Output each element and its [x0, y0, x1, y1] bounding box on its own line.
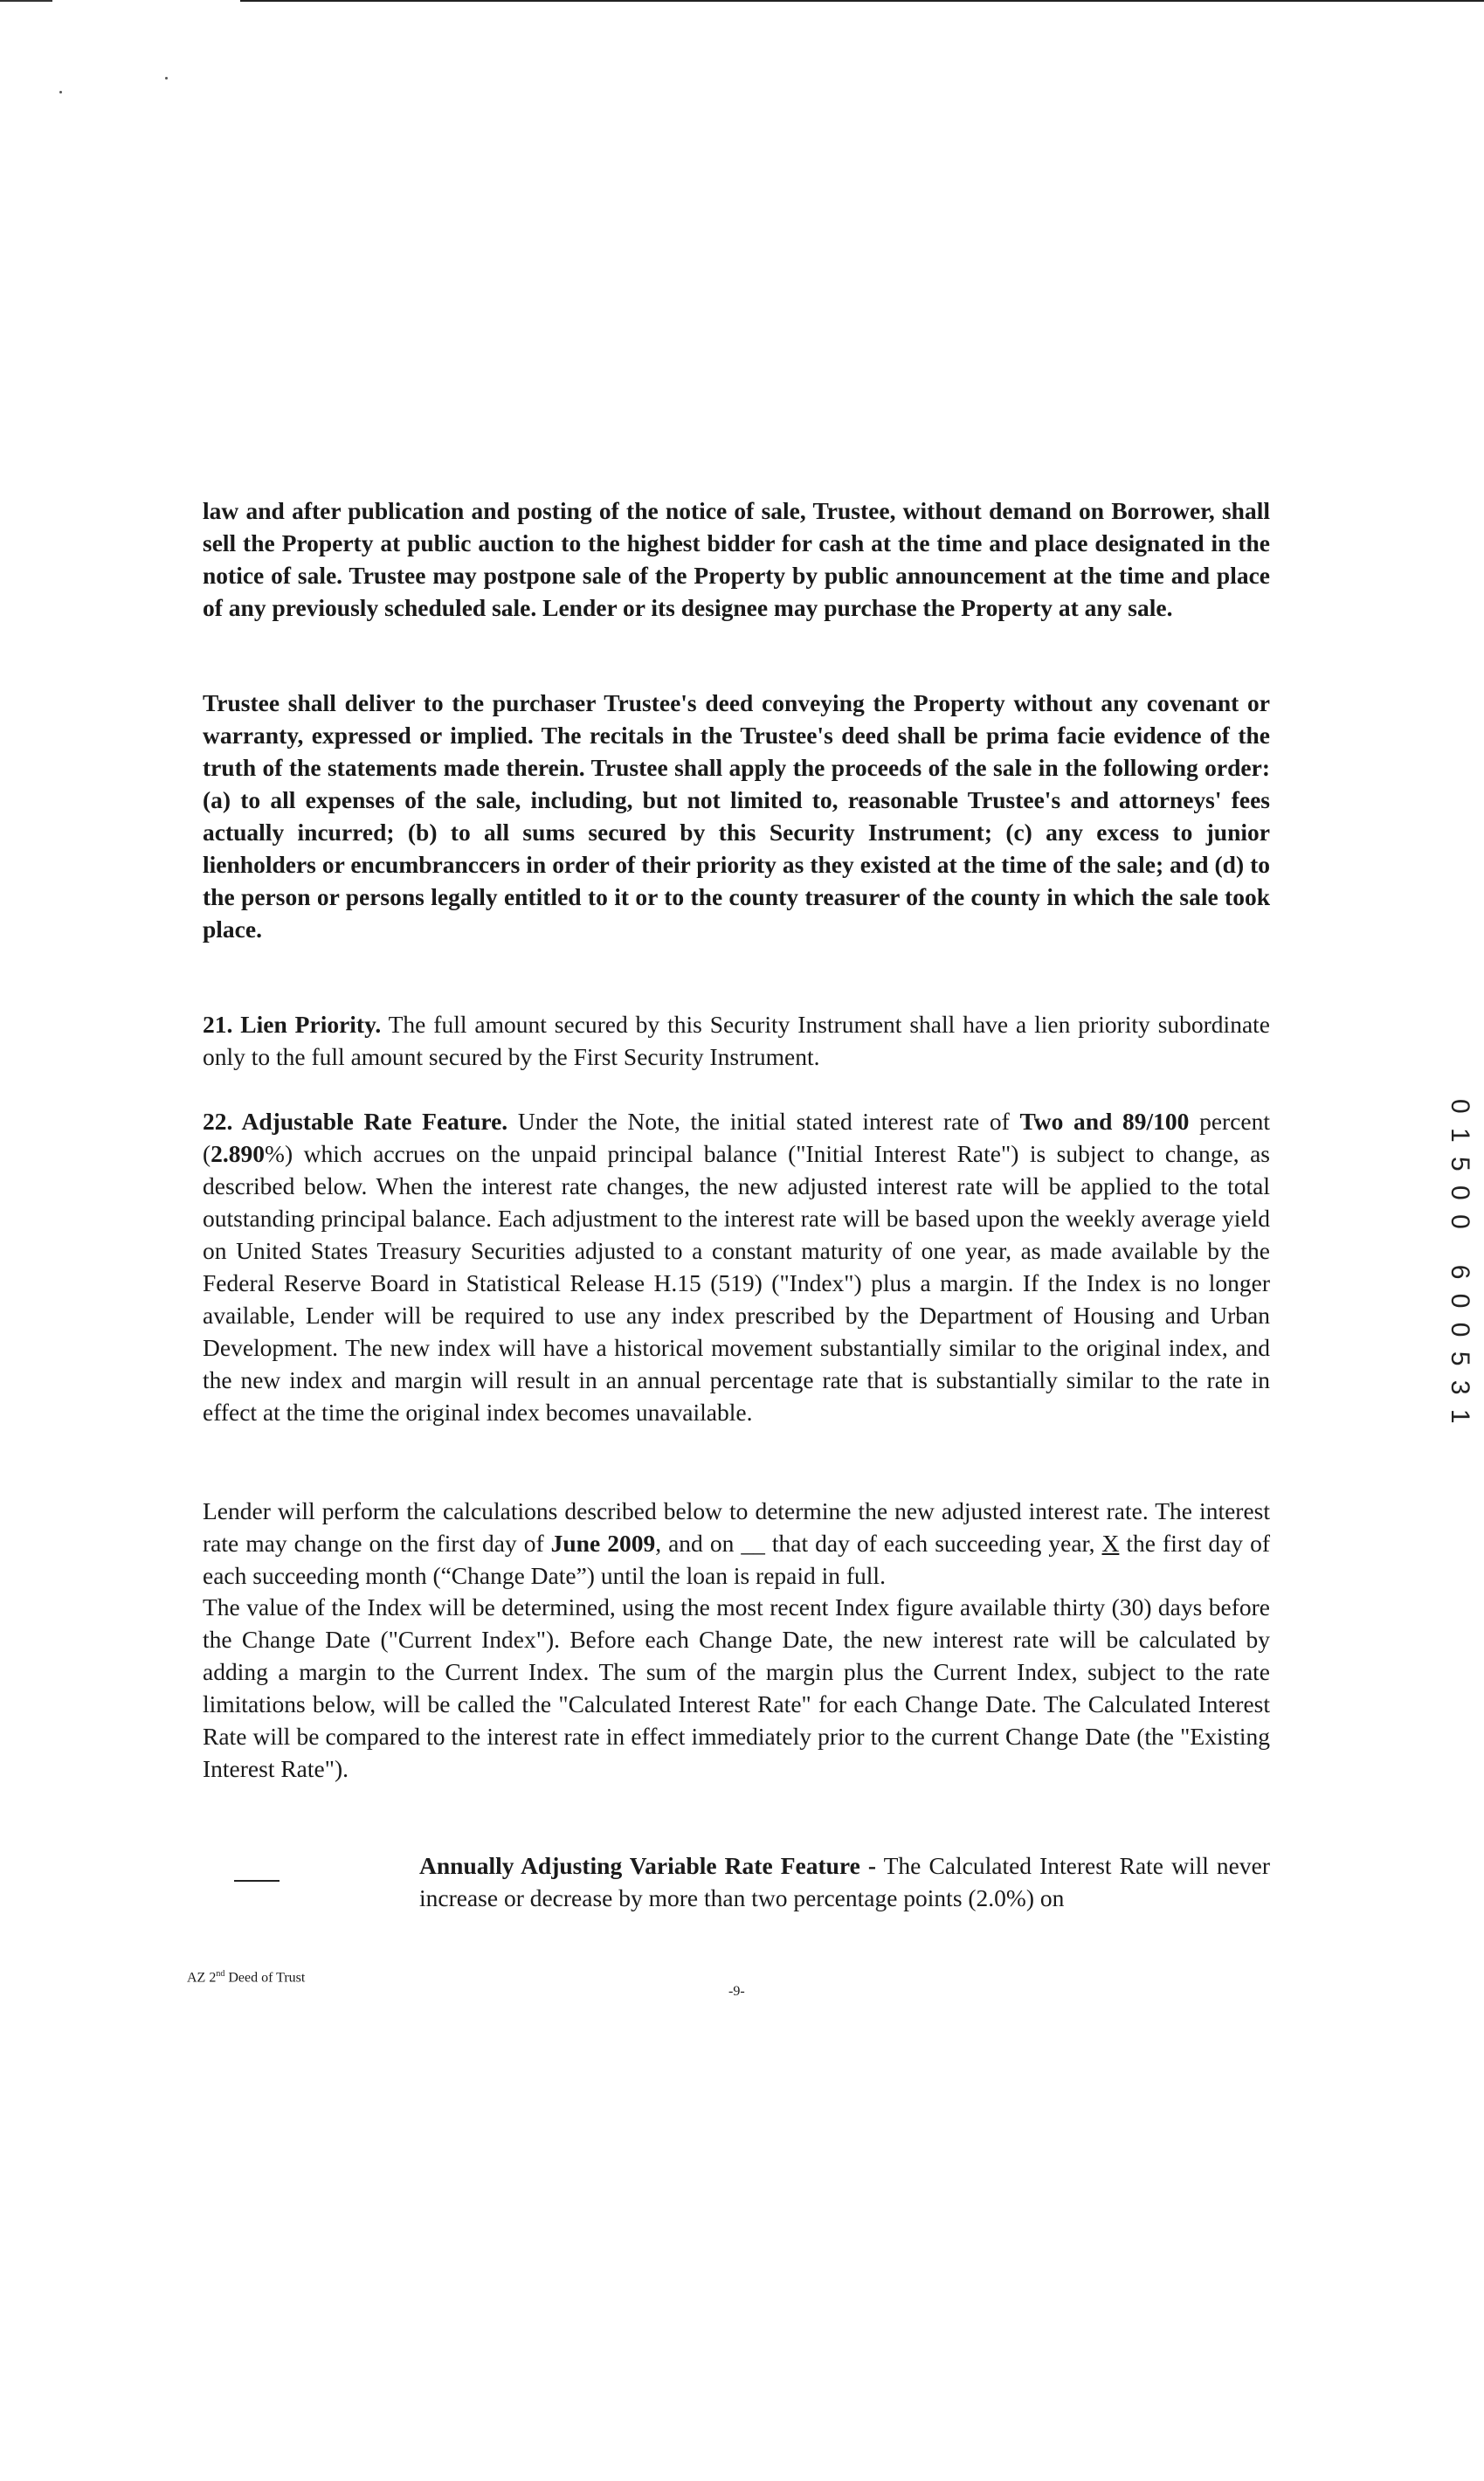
section-21-text: The full amount secured by this Security Instrument shall have a lien priority subordinate only to the full amount secured by the First Security Instrument. — [203, 1011, 1270, 1070]
paragraph-change-date — [203, 1495, 1270, 1592]
section-22-text-c: %) which accrues on the unpaid principal balance ("Initial Interest Rate") is subject to change, as described below. When the interest rate changes, the new adjusted interest rate will be applied to the total outstanding principal balance. Each adjustment to the interest rate will be based upon the weekly average yield on United States Treasury Securities adjusted to a constant maturity of one year, as made available by the Federal Reserve Board in Statistical Release H.15 (519) ("Index") plus a margin. If the Index is no longer available, Lender will be required to use any index prescribed by the Department of Housing and Urban Development. The new index will have a historical movement substantially similar to the original index, and the new index and margin will result in an annual percentage rate that is substantially similar to the rate in effect at the time the original index becomes unavailable. — [203, 1140, 1270, 1426]
paragraph-sale-procedure: law and after publication and posting of the notice of sale, Trustee, without demand on Borrower, shall sell the Property at public auction to the highest bidder for cash at the time and place designated in the notice of sale. Trustee may postpone sale of the Property by public announcement at the time and place of any previously scheduled sale. Lender or its designee may purchase the Property at any sale. — [203, 497, 1270, 621]
paragraph-index-calculation: The value of the Index will be determined, using the most recent Index figure available thirty (30) days before the Change Date ("Current Index"). Before each Change Date, the new interest rate will be calculated by adding a margin to the Current Index. The sum of the margin plus the Current Index, subject to the rate limitations below, will be called the "Calculated Interest Rate" for each Change Date. The Calculated Interest Rate will be compared to the interest rate in effect immediately prior to the current Change Date (the "Existing Interest Rate"). — [203, 1593, 1270, 1782]
paragraph-annual-adjusting — [419, 1849, 1270, 1914]
monthly-option-mark: X — [1101, 1530, 1120, 1557]
annual-adjusting-heading: Annually Adjusting Variable Rate Feature - — [419, 1852, 877, 1879]
top-border-line — [240, 0, 1484, 2]
footer-document-label — [187, 1966, 305, 1987]
initial-rate-percent: 2.890 — [211, 1140, 266, 1167]
annual-option-blank: __ — [741, 1530, 765, 1557]
top-border-fragment — [0, 0, 52, 2]
change-date-text-d: the first day of each succeeding month (“Change Date”) until the loan is repaid in full. — [203, 1530, 1270, 1589]
option-checkbox-blank — [234, 1880, 280, 1882]
first-change-date: June 2009 — [550, 1530, 656, 1557]
footer-doc-suffix: Deed of Trust — [224, 1970, 306, 1986]
change-date-text-b: , and on — [655, 1530, 742, 1557]
section-22-adjustable-rate — [203, 1105, 1270, 1428]
change-date-text-a: Lender will perform the calculations described below to determine the new adjusted interest rate. The interest rate may change on the first day of — [203, 1497, 1270, 1557]
section-22-heading: 22. Adjustable Rate Feature. — [203, 1108, 508, 1135]
initial-rate-words: Two and 89/100 — [1019, 1108, 1190, 1135]
section-21-heading: 21. Lien Priority. — [203, 1011, 382, 1038]
section-21-lien-priority — [203, 1008, 1270, 1073]
footer-doc-superscript: nd — [216, 1969, 225, 1979]
footer-doc-prefix: AZ 2 — [187, 1970, 217, 1986]
change-date-text-c: that day of each succeeding year, — [764, 1530, 1102, 1557]
scan-speck — [59, 91, 62, 93]
section-22-text-b: percent ( — [203, 1108, 1271, 1167]
recording-stamp-number: 0 1 5 0 0 6 0 0 5 3 1 — [1446, 1099, 1474, 1427]
paragraph-trustee-deed: Trustee shall deliver to the purchaser Trustee's deed conveying the Property without any covenant or warranty, expressed or implied. The recitals in the Trustee's deed shall be prima facie evidence of the truth of the statements made therein. Trustee shall apply the proceeds of the sale in the following order: (a) to all expenses of the sale, including, but not limited to, reasonable Trustee's and attorneys' fees actually incurred; (b) to all sums secured by this Security Instrument; (c) any excess to junior lienholders or encumbranccers in order of their priority as they existed at the time of the sale; and (d) to the person or persons legally entitled to it or to the county treasurer of the county in which the sale took place. — [203, 689, 1270, 943]
annual-adjusting-text: The Calculated Interest Rate will never increase or decrease by more than two percentage points (2.0%) on — [419, 1852, 1270, 1911]
section-22-text-a: Under the Note, the initial stated interest rate of — [507, 1108, 1020, 1135]
page-number: -9- — [728, 1984, 745, 1999]
scan-speck — [165, 77, 168, 79]
